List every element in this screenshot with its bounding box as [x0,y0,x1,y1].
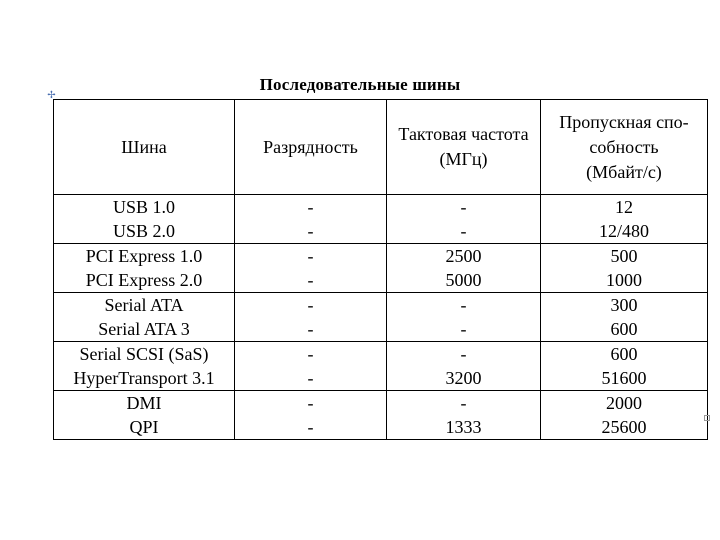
cell-bit-width: - [235,195,387,220]
header-row [54,100,708,195]
table-row [54,391,708,416]
cell-bus: USB 2.0 [54,219,235,244]
cell-bit-width: - [235,415,387,440]
cell-clock-frequency: - [387,342,541,367]
cell-bandwidth: 2000 [541,391,708,416]
cell-clock-frequency: - [387,293,541,318]
header-bandwidth [541,100,708,195]
cell-bus: USB 1.0 [54,195,235,220]
header-clock-frequency [387,100,541,195]
cell-bit-width: - [235,391,387,416]
cell-bus: Serial ATA [54,293,235,318]
table-row [54,317,708,342]
table-row [54,415,708,440]
cell-bit-width: - [235,366,387,391]
cell-bus: DMI [54,391,235,416]
header-bandwidth-line-1: Пропускная спо- [559,111,689,132]
header-bit-width-line: Разрядность [263,136,358,157]
cell-bus: PCI Express 2.0 [54,268,235,293]
cell-bandwidth: 1000 [541,268,708,293]
table-anchor-icon[interactable]: ✢ [47,90,56,101]
cell-clock-frequency: - [387,317,541,342]
cell-bit-width: - [235,317,387,342]
cell-bus: Serial SCSI (SaS) [54,342,235,367]
buses-table [53,99,708,440]
table-row [54,244,708,269]
cell-bandwidth: 300 [541,293,708,318]
cell-bit-width: - [235,244,387,269]
cell-bandwidth: 600 [541,317,708,342]
table-row [54,293,708,318]
cell-clock-frequency: 1333 [387,415,541,440]
header-clock-frequency-line-2: (МГц) [439,149,488,169]
document-title: Последовательные шины [259,75,461,94]
table-row [54,195,708,220]
table-end-marker [704,415,710,421]
cell-clock-frequency: - [387,195,541,220]
table-row [54,342,708,367]
header-clock-frequency-line-1: Тактовая частота [398,124,529,144]
cell-bandwidth: 25600 [541,415,708,440]
cell-bandwidth: 500 [541,244,708,269]
table-row [54,219,708,244]
cell-clock-frequency: 3200 [387,366,541,391]
cell-clock-frequency: 5000 [387,268,541,293]
cell-bit-width: - [235,293,387,318]
cell-bandwidth: 12/480 [541,219,708,244]
cell-bit-width: - [235,342,387,367]
cell-bus: HyperTransport 3.1 [54,366,235,391]
cell-bandwidth: 600 [541,342,708,367]
cell-clock-frequency: - [387,391,541,416]
header-bus [54,100,235,195]
table-row [54,268,708,293]
header-bit-width [235,100,387,195]
cell-bit-width: - [235,219,387,244]
table-row [54,366,708,391]
cell-bus: PCI Express 1.0 [54,244,235,269]
cell-clock-frequency: 2500 [387,244,541,269]
cell-bus: QPI [54,415,235,440]
cell-bandwidth: 51600 [541,366,708,391]
header-bandwidth-line-3: (Мбайт/с) [586,161,662,182]
cell-bandwidth: 12 [541,195,708,220]
header-bus-line: Шина [121,136,167,157]
cell-clock-frequency: - [387,219,541,244]
cell-bit-width: - [235,268,387,293]
header-bandwidth-line-2: собность [589,136,659,157]
cell-bus: Serial ATA 3 [54,317,235,342]
